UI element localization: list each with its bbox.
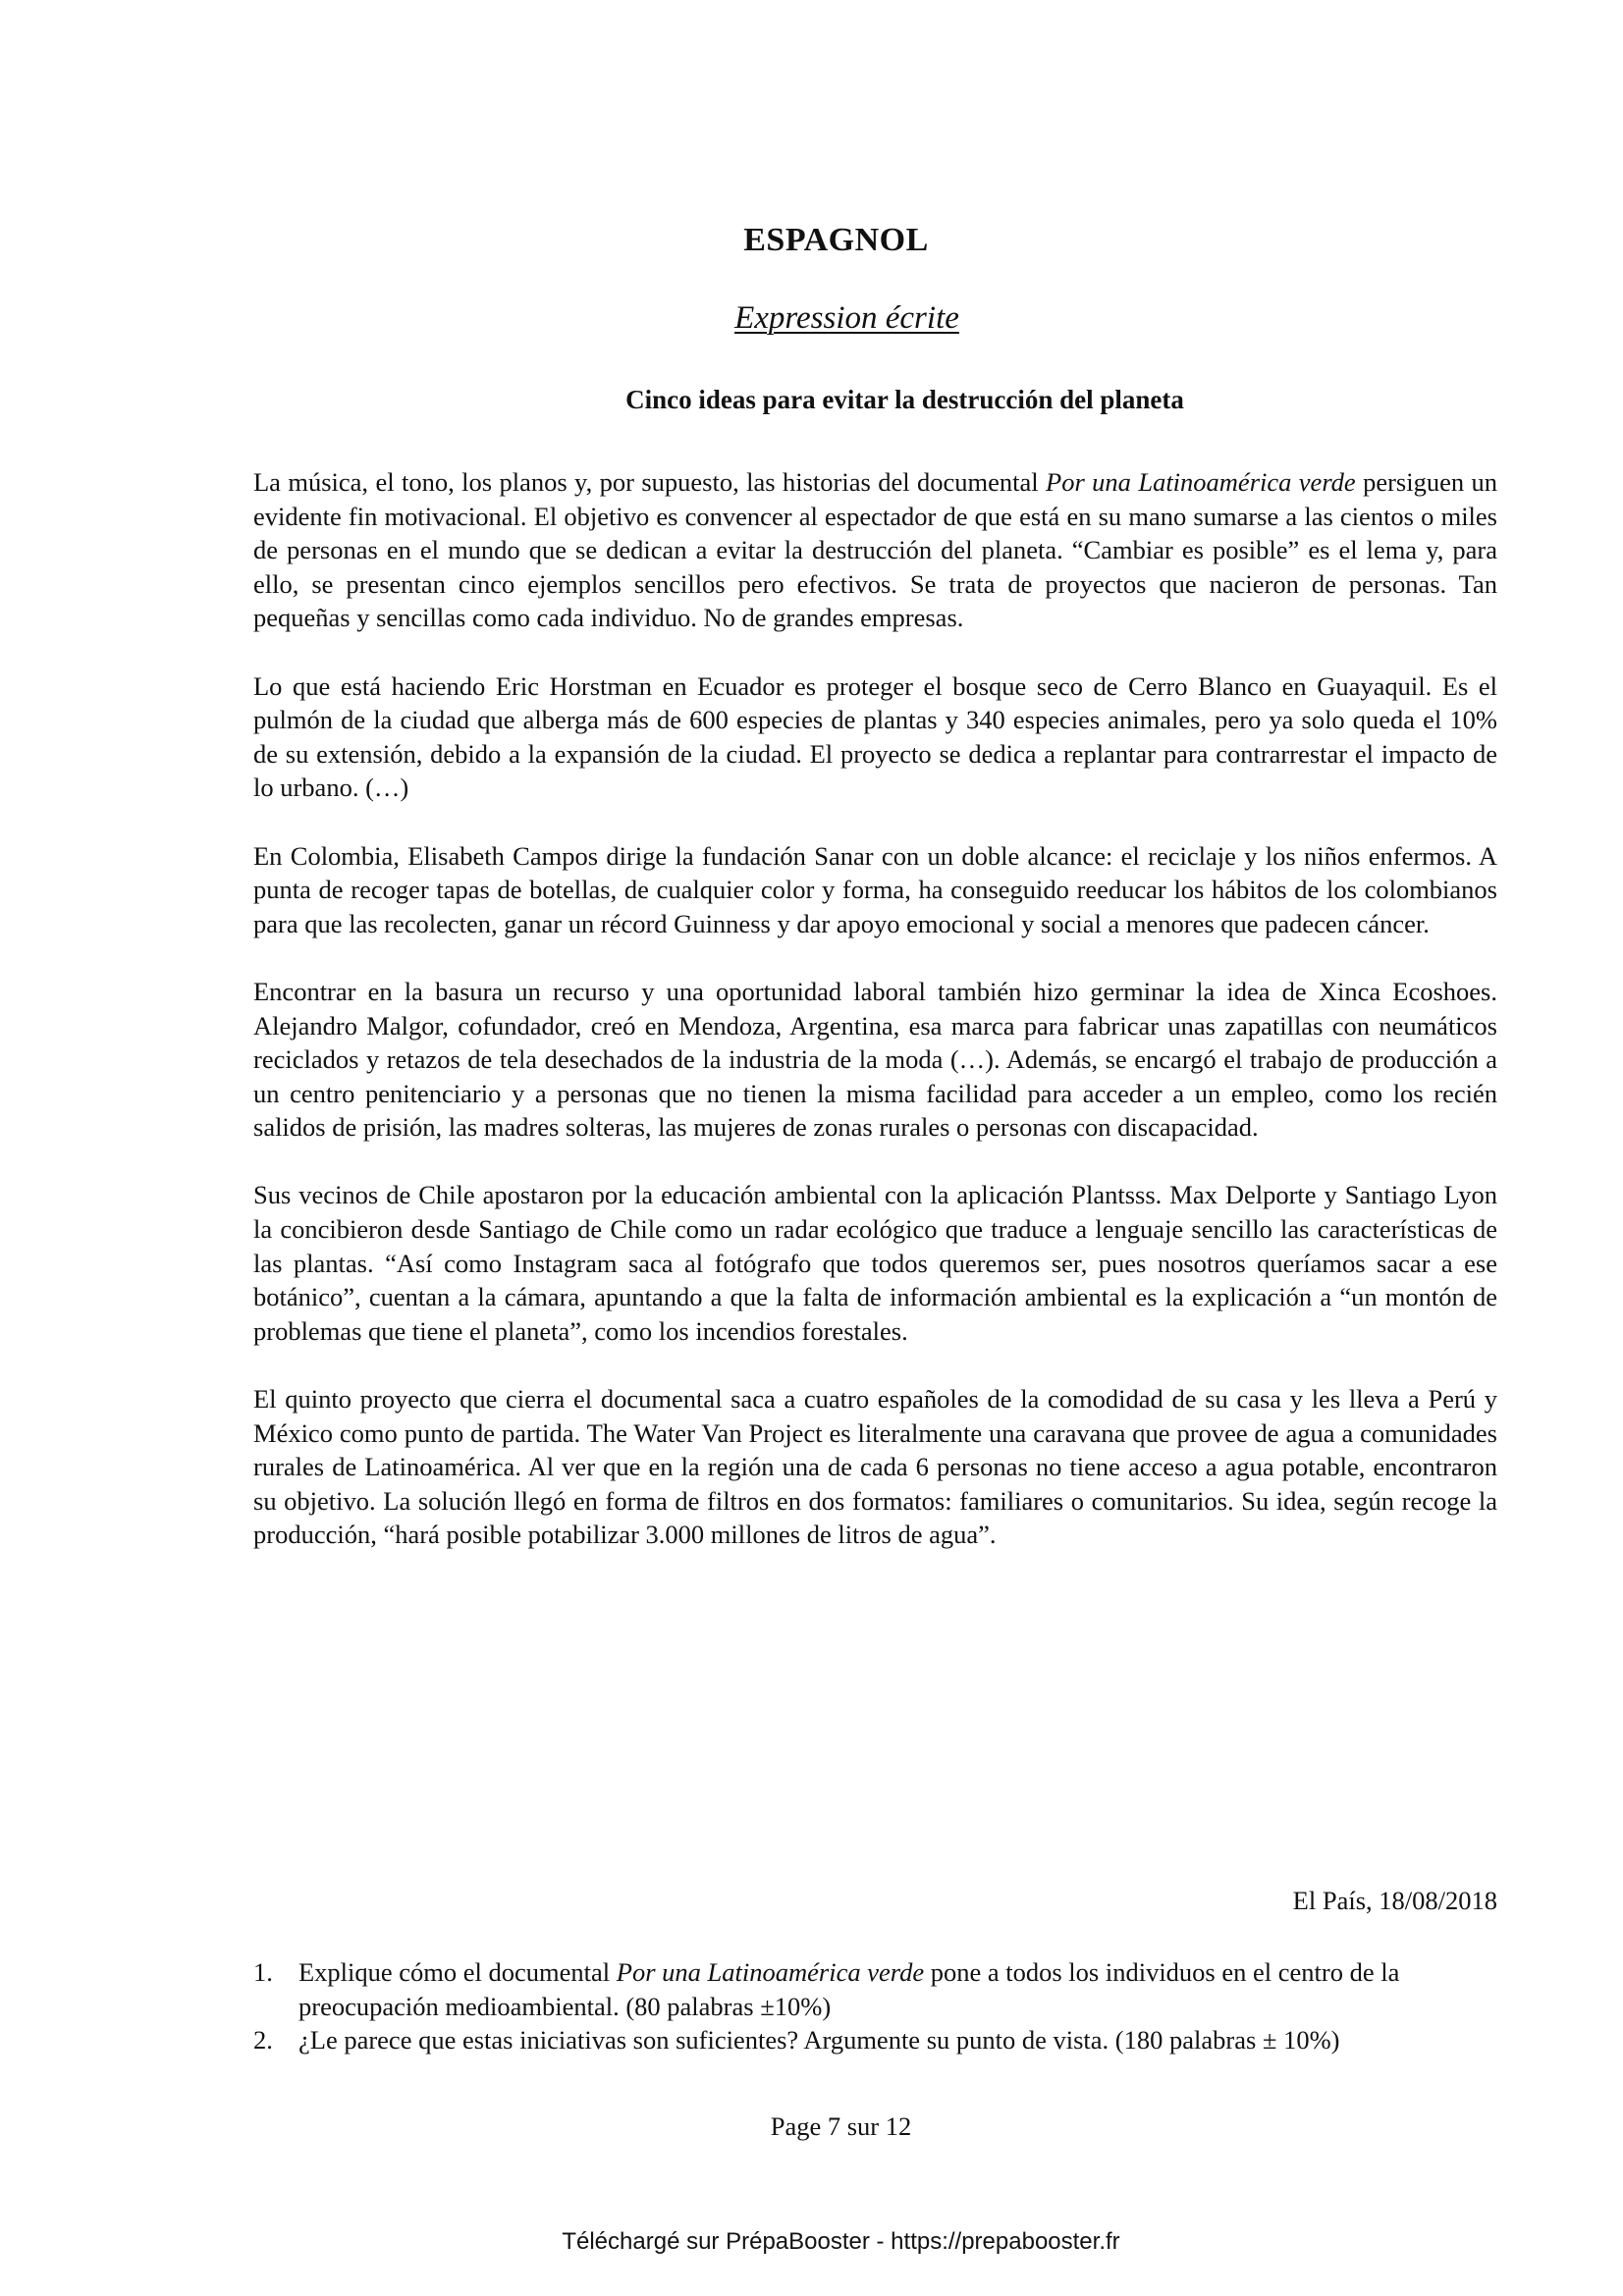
paragraph-6: El quinto proyecto que cierra el documental saca a cuatro españoles de la comodidad de su casa y les lleva a Perú y México como punto de partida. The Water Van Project es literalmente una caravana que provee de agua a comunidades rurales de Latinoamérica. Al ver que en la región una de cada 6 personas no tiene acceso a agua potable, encontraron su objetivo. La solución llegó en forma de filtros en dos formatos: familiares o comunitarios. Su idea, según recoge la producción, “hará posible potabilizar 3.000 millones de litros de agua”. — [253, 1384, 1497, 1550]
paragraph-1-start: La música, el tono, los planos y, por supuesto, las historias del documental — [253, 467, 1047, 497]
page-number: Page 7 sur 12 — [770, 2111, 912, 2141]
question-item — [253, 1955, 1497, 2023]
article-source: El País, 18/08/2018 — [1292, 1886, 1497, 1915]
subject-heading: ESPAGNOL — [743, 222, 929, 258]
paragraph-4: Encontrar en la basura un recurso y una oportunidad laboral también hizo germinar la idea de Xinca Ecoshoes. Alejandro Malgor, cofundador, creó en Mendoza, Argentina, esa marca para fabricar unas zapatillas con neumáticos reciclados y retazos de tela desechados de la industria de la moda (…). Además, se encargó el trabajo de producción a un centro penitenciario y a personas que no tienen la misma facilidad para acceder a un empleo, como los recién salidos de prisión, las madres solteras, las mujeres de zonas rurales o personas con discapacidad. — [253, 976, 1497, 1143]
question-item — [253, 2023, 1497, 2057]
question-2-text: ¿Le parece que estas iniciativas son suficientes? Argumente su punto de vista. (180 palabras ± 10%) — [298, 2025, 1340, 2056]
section-heading — [0, 300, 1623, 337]
question-number: 2. — [253, 2025, 273, 2056]
article-body — [253, 465, 1497, 1552]
question-list — [253, 1955, 1497, 2057]
section-heading-text: Expression écrite — [734, 300, 959, 336]
article-title: Cinco ideas para evitar la destrucción del planeta — [625, 385, 1184, 414]
paragraph-5: Sus vecinos de Chile apostaron por la educación ambiental con la aplicación Plantsss. Max Delporte y Santiago Lyon la concibieron desde Santiago de Chile como un radar ecológico que traduce a lenguaje sencillo las características de las plantas. “Así como Instagram saca al fotógrafo que todos queremos ser, pues nosotros queríamos sacar a ese botánico”, cuentan a la cámara, apuntando a que la falta de información ambiental es la explicación a “un montón de problemas que tiene el planeta”, como los incendios forestales. — [253, 1180, 1497, 1346]
footer-link[interactable]: Téléchargé sur PrépaBooster - https://prepabooster.fr — [562, 2228, 1120, 2255]
question-1-end: pone a todos los individuos en el centro de la preocupación medioambiental. (80 palabras ±10%) — [298, 1957, 1400, 2021]
paragraph-3: En Colombia, Elisabeth Campos dirige la fundación Sanar con un doble alcance: el reciclaje y los niños enfermos. A punta de recoger tapas de botellas, de cualquier color y forma, ha conseguido reeducar los hábitos de los colombianos para que las recolecten, ganar un récord Guinness y dar apoyo emocional y social a menores que padecen cáncer. — [253, 840, 1497, 938]
documentary-title: Por una Latinoamérica verde — [1046, 467, 1356, 497]
question-number: 1. — [253, 1957, 273, 1987]
download-footer — [0, 2228, 1623, 2256]
paragraph-2: Lo que está haciendo Eric Horstman en Ecuador es proteger el bosque seco de Cerro Blanco en Guayaquil. Es el pulmón de la ciudad que alberga más de 600 especies de plantas y 340 especies animales, pero ya solo queda el 10% de su extensión, debido a la expansión de la ciudad. El proyecto se dedica a replantar para contrarrestar el impacto de lo urbano. (…) — [253, 670, 1497, 803]
question-1-documentary-title: Por una Latinoamérica verde — [616, 1957, 925, 1987]
paragraph-1-end: persiguen un evidente fin motivacional. El objetivo es convencer al espectador de que está en su mano sumarse a las cientos o miles de personas en el mundo que se dedican a evitar la destrucción del planeta. “Cambiar es posible” es el lema y, para ello, se presentan cinco ejemplos sencillos pero efectivos. Se trata de proyectos que nacieron de personas. Tan pequeñas y sencillas como cada individuo. No de grandes empresas. — [253, 467, 1497, 633]
paragraph-1 — [253, 465, 1497, 635]
question-1-start: Explique cómo el documental — [298, 1957, 617, 1987]
